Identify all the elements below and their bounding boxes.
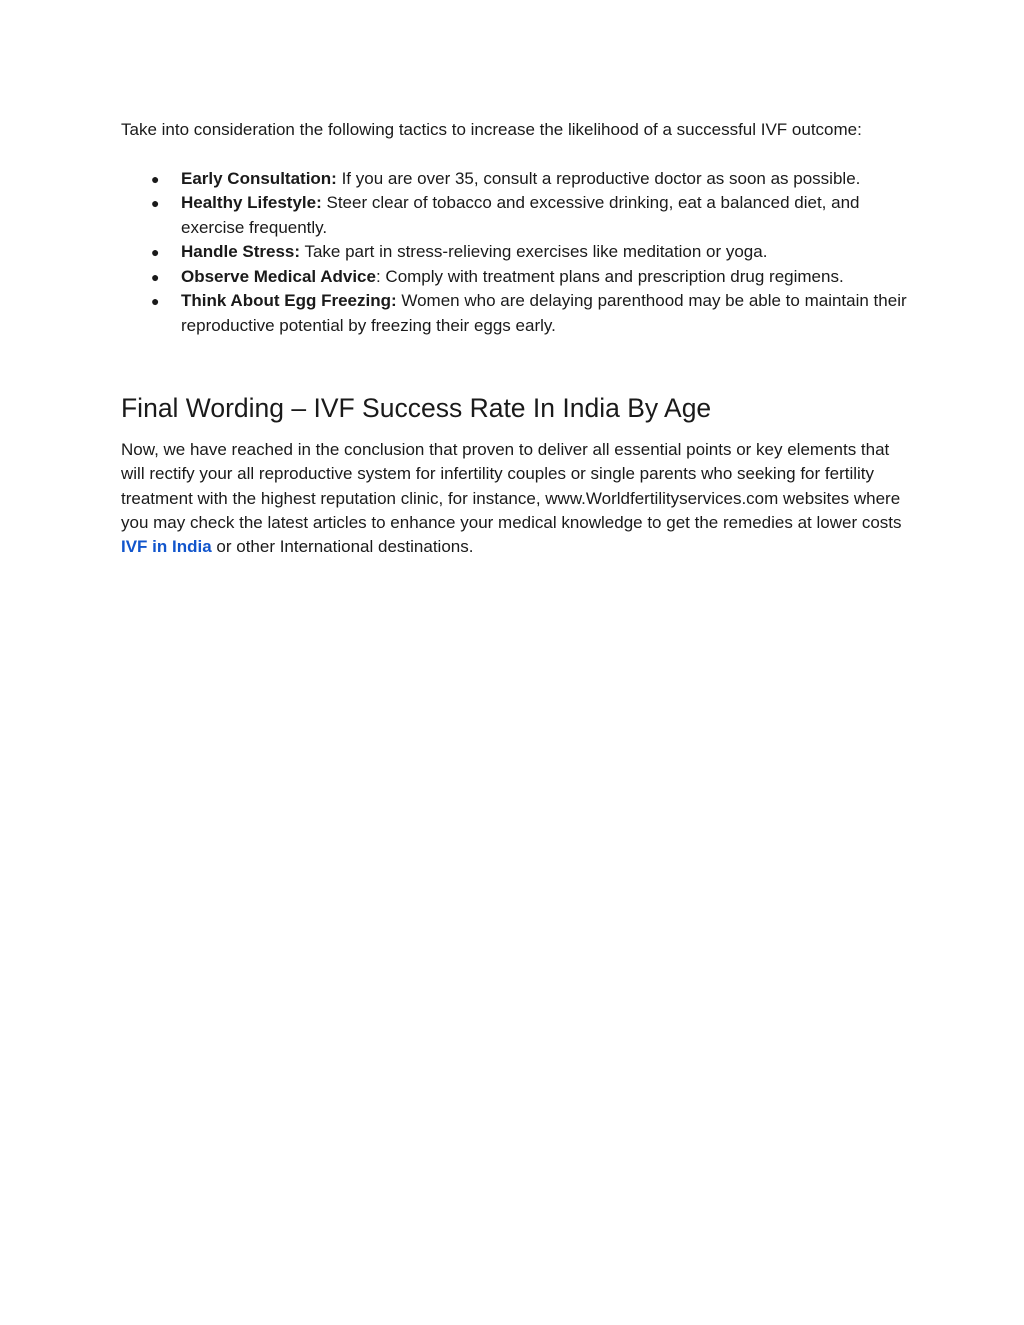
tactic-title: Healthy Lifestyle: <box>181 193 322 212</box>
tactic-title: Think About Egg Freezing: <box>181 291 397 310</box>
ivf-in-india-link[interactable]: IVF in India <box>121 537 212 557</box>
tactic-title: Handle Stress: <box>181 242 301 261</box>
tactic-text: If you are over 35, consult a reproductive doctor as soon as possible. <box>336 168 861 188</box>
bullet-icon: ● <box>151 244 160 260</box>
tactic-text: Women who are delaying parenthood may be able to maintain their reproductive potential by freezing their eggs early. <box>181 291 907 335</box>
bullet-icon: ● <box>151 268 160 285</box>
tactic-title: Observe Medical Advice <box>181 266 376 286</box>
tactics-list <box>121 167 911 339</box>
bullet-icon: ● <box>151 195 160 211</box>
tactic-text: : Comply with treatment plans and prescription drug regimens. <box>375 266 844 286</box>
conclusion-text: Now, we have reached in the conclusion that proven to deliver all essential points or key elements that will rectify your all reproductive system for infertility couples or single parents who seeking for fertility treatment with the highest reputation clinic, for instance, www.Worldfertilityservices.com websites where you may check the latest articles to enhance your medical knowledge to get the remedies at lower costs <box>121 440 902 532</box>
list-item <box>151 289 911 338</box>
section-heading: Final Wording – IVF Success Rate In India By Age <box>121 393 712 423</box>
tactic-title: Early Consultation: <box>181 168 337 188</box>
list-item <box>151 265 911 290</box>
tactic-text: Take part in stress-relieving exercises like meditation or yoga. <box>300 242 768 261</box>
conclusion-text-end: or other International destinations. <box>211 537 474 557</box>
document-page <box>121 118 911 559</box>
intro-paragraph: Take into consideration the following tactics to increase the likelihood of a successful IVF outcome: <box>121 120 862 139</box>
tactic-text: Steer clear of tobacco and excessive drinking, eat a balanced diet, and exercise frequently. <box>181 193 860 237</box>
conclusion-paragraph <box>121 438 911 559</box>
bullet-icon: ● <box>151 170 160 187</box>
list-item <box>151 167 911 192</box>
bullet-icon: ● <box>151 293 160 309</box>
list-item <box>151 240 911 265</box>
list-item <box>151 191 911 240</box>
